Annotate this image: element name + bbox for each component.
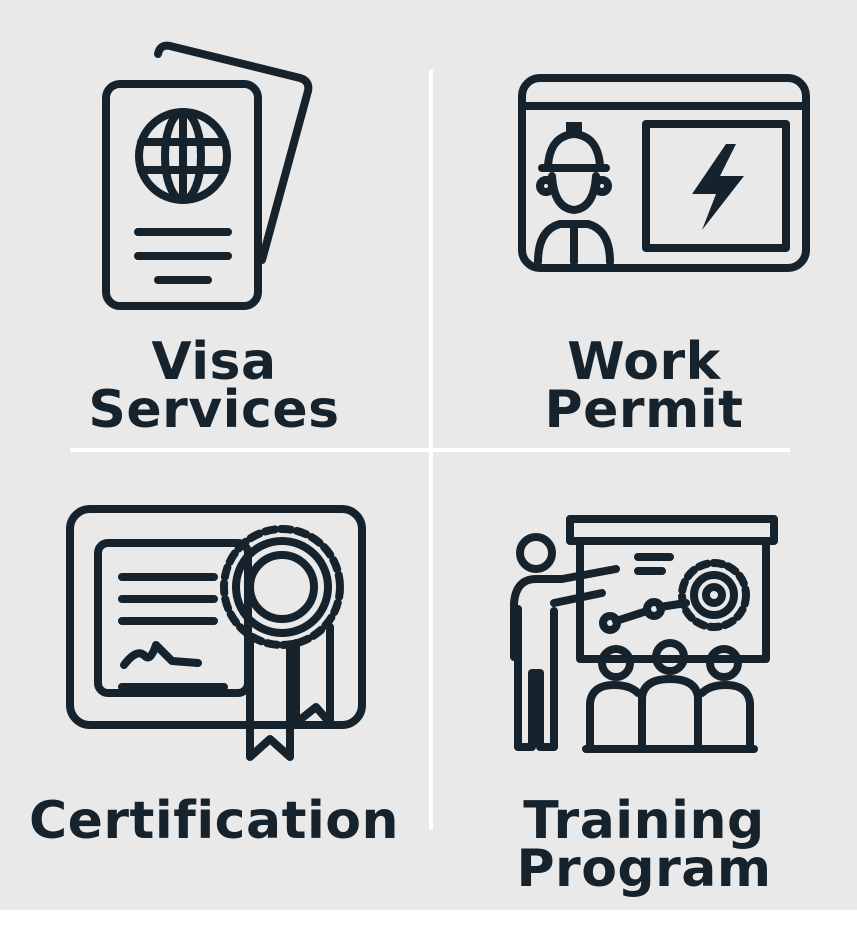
service-label-work-permit: Work Permit [544, 332, 744, 440]
service-tile-work-permit[interactable] [430, 0, 857, 455]
service-label-visa: Visa Services [88, 332, 340, 440]
service-label-certification: Certification [28, 791, 400, 851]
service-tile-visa[interactable] [0, 0, 428, 455]
service-tile-training[interactable] [430, 455, 857, 910]
service-label-training: Training Program [516, 791, 772, 899]
service-tile-certification[interactable] [0, 455, 428, 910]
training-presentation-icon [492, 513, 778, 757]
certificate-icon [64, 503, 368, 765]
passport-icon [100, 40, 320, 315]
worker-permit-icon [516, 72, 812, 274]
